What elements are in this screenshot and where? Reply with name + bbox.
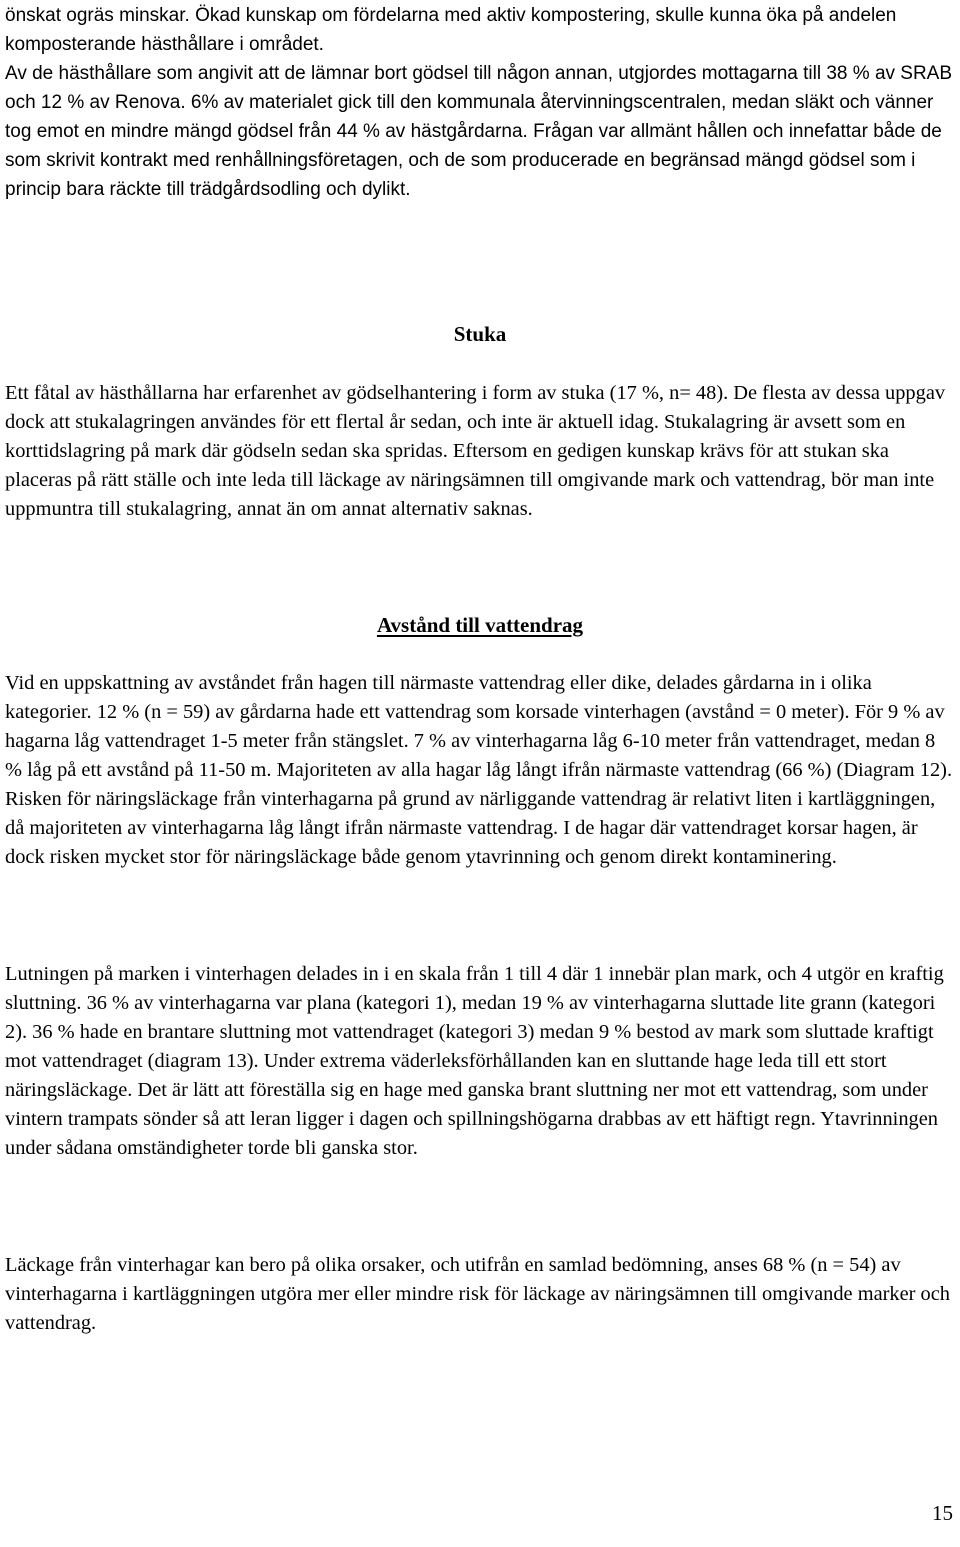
paragraph-leakage-risk: Läckage från vinterhagar kan bero på olika orsaker, och utifrån en samlad bedömning, anses 68 % (n = 54) av vinterhagarna i kartläggningen utgöra mer eller mindre risk för läckage av näringsämnen till omgivande marker och vattendrag. [5, 1254, 950, 1334]
heading-distance-to-water: Avstånd till vattendrag [376, 613, 584, 637]
page-number: 15 [932, 1501, 953, 1525]
recipients-text-b: 6% av materialet gick till den kommunala återvinningscentralen, medan släkt och vänner tog emot en mindre mängd gödsel från 44 % av hästgårdarna. [5, 92, 934, 142]
paragraph-slope: Lutningen på marken i vinterhagen delades in i en skala från 1 till 4 där 1 innebär plan mark, och 4 utgör en kraftig sluttning. 36 % av vinterhagarna var plana (kategori 1), medan 19 % av vinterhagarna sluttade lite grann (kategori 2). 36 % hade en brantare sluttning mot vattendraget (kategori 3) medan 9 % bestod av mark som sluttade kraftigt mot vattendraget (diagram 13). Under extrema väderleksförhållanden kan en sluttande hage leda till ett stort näringsläckage. Det är lätt att föreställa sig en hage med ganska brant sluttning ner mot ett vattendrag, som under vintern trampats sönder så att leran ligger i dagen och spillningshögarna drabbas av ett häftigt regn. Ytavrinningen under sådana omständigheter torde bli ganska stor. [5, 963, 944, 1159]
paragraph-distance-to-water: Vid en uppskattning av avståndet från hagen till närmaste vattendrag eller dike, delades gårdarna in i olika kategorier. 12 % (n = 59) av gårdarna hade ett vattendrag som korsade vinterhagen (avstånd = 0 meter). För 9 % av hagarna låg vattendraget 1-5 meter från stängslet. 7 % av vinterhagarna låg 6-10 meter från vattendraget, medan 8 % låg på ett avstånd på 11-50 m. Majoriteten av alla hagar låg långt ifrån närmaste vattendrag (66 %) (Diagram 12). Risken för näringsläckage från vinterhagarna på grund av närliggande vattendrag är relativt liten i kartläggningen, då majoriteten av vinterhagarna låg långt ifrån närmaste vattendrag. I de hagar där vattendraget korsar hagen, är dock risken mycket stor för näringsläckage både genom ytavrinning och genom direkt kontaminering. [5, 672, 953, 868]
paragraph-manure-recipients [5, 59, 955, 204]
heading-stuka: Stuka [453, 322, 507, 346]
recipients-text-a: Av de hästhållare som angivit att de lämnar bort gödsel till någon annan, utgjordes mottagarna till 38 % av SRAB och 12 % av Renova. [5, 63, 953, 113]
paragraph-stuka: Ett fåtal av hästhållarna har erfarenhet av gödselhantering i form av stuka (17 %, n= 48). De flesta av dessa uppgav dock att stukalagringen användes för ett flertal år sedan, och inte är aktuell idag. Stukalagring är avsett som en korttidslagring på mark där gödseln sedan ska spridas. Eftersom en gedigen kunskap krävs för att stukan ska placeras på rätt ställe och inte leda till läckage av näringsämnen till omgivande mark och vattendrag, bör man inte uppmuntra till stukalagring, annat än om annat alternativ saknas. [5, 382, 946, 520]
recipients-text-c: Frågan var allmänt hållen och innefattar både de som skrivit kontrakt med renhållningsföretagen, och de som producerade en begränsad mängd gödsel som i princip bara räckte till trädgårdsodling och dylikt. [5, 121, 942, 200]
paragraph-composting-end: önskat ogräs minskar. Ökad kunskap om fördelarna med aktiv kompostering, skulle kunna öka på andelen komposterande hästhållare i området. [5, 5, 897, 55]
